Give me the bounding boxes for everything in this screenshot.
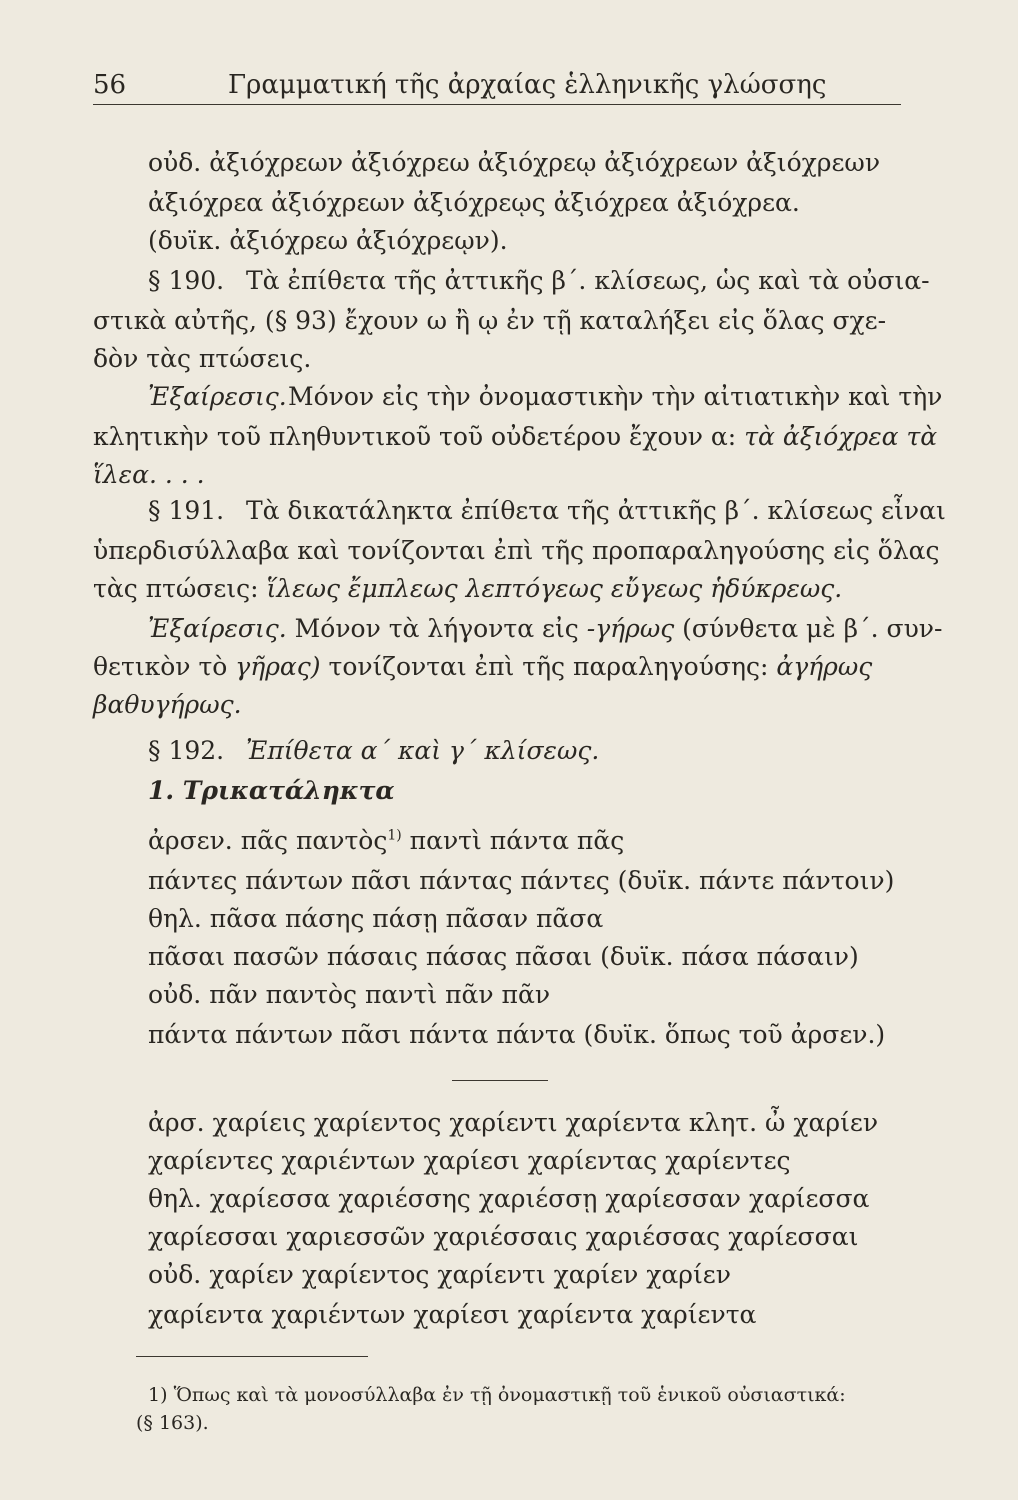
example-words: βαθυγήρως.	[93, 690, 242, 719]
text-line: οὐδ. ἀξιόχρεων ἀξιόχρεω ἀξιόχρεῳ ἀξιόχρεων ἀξιόχρεων	[148, 148, 881, 177]
section-title: Ἐπίθετα α΄ καὶ γ΄ κλίσεως.	[246, 736, 600, 765]
footnote-marker: 1)	[148, 1384, 168, 1406]
paradigm-line	[148, 826, 624, 855]
footnote-rule	[136, 1356, 368, 1357]
exception-label: Ἐξαίρεσις.	[148, 614, 287, 643]
example-words: ἵλεα. . . .	[93, 460, 205, 489]
text-line	[148, 614, 942, 643]
example-words: ἀγήρως	[776, 652, 873, 681]
footnote-text: Ὅπως καὶ τὰ μονοσύλλαβα ἐν τῇ ὀνομαστικῇ τοῦ ἑνικοῦ οὐσιαστικά:	[173, 1384, 846, 1406]
text-line: ὑπερδισύλλαβα καὶ τονίζονται ἐπὶ τῆς προπαραληγούσης εἰς ὅλας	[93, 536, 940, 565]
section-number: § 190.	[148, 266, 225, 295]
text-line: Τὰ δικατάληκτα ἐπίθετα τῆς ἀττικῆς β΄. κλίσεως εἶναι	[246, 496, 946, 525]
paradigm-line: χαρίεντα χαριέντων χαρίεσι χαρίεντα χαρίεντα	[148, 1300, 757, 1329]
text-fragment: παντὶ πάντα πᾶς	[409, 826, 625, 855]
text-line	[93, 652, 872, 681]
example-words: τὰ ἀξιόχρεα τὰ	[744, 422, 938, 451]
footnote	[148, 1384, 846, 1406]
paradigm-line: πάντες πάντων πᾶσι πάντας πάντες (δυϊκ. πάντε πάντοιν)	[148, 866, 895, 895]
section-number: § 192.	[148, 736, 225, 765]
text-line: Τὰ ἐπίθετα τῆς ἀττικῆς β΄. κλίσεως, ὡς καὶ τὰ οὐσια-	[246, 266, 930, 295]
section-divider	[452, 1080, 548, 1081]
paradigm-line: ἀρσ. χαρίεις χαρίεντος χαρίεντι χαρίεντα κλητ. ὦ χαρίεν	[148, 1108, 879, 1137]
paradigm-line: θηλ. χαρίεσσα χαριέσσης χαριέσσῃ χαρίεσσαν χαρίεσσα	[148, 1184, 870, 1213]
text-fragment: (σύνθετα μὲ β΄. συν-	[682, 614, 943, 643]
example-words: ἵλεως ἔμπλεως λεπτόγεως εὔγεως ἡδύκρεως.	[266, 574, 843, 603]
text-fragment: τὰς πτώσεις:	[93, 574, 259, 603]
exception-label: Ἐξαίρεσις.	[148, 382, 287, 411]
example-words: γῆρας)	[235, 652, 321, 681]
text-fragment: κλητικὴν τοῦ πληθυντικοῦ τοῦ οὐδετέρου ἔχουν α:	[93, 422, 737, 451]
text-line: δὸν τὰς πτώσεις.	[93, 344, 312, 373]
running-title: Γραμματική τῆς ἀρχαίας ἑλληνικῆς γλώσσης	[228, 70, 827, 100]
footnote-ref: 1)	[387, 827, 402, 844]
paradigm-line: θηλ. πᾶσα πάσης πάσῃ πᾶσαν πᾶσα	[148, 904, 604, 933]
example-words: -γήρως	[586, 614, 675, 643]
section-number: § 191.	[148, 496, 225, 525]
text-fragment: ἀρσεν. πᾶς παντὸς	[148, 826, 388, 855]
text-fragment: Μόνον τὰ λήγοντα εἰς	[294, 614, 579, 643]
paradigm-line: οὐδ. χαρίεν χαρίεντος χαρίεντι χαρίεν χαρίεν	[148, 1260, 731, 1289]
text-line	[93, 422, 937, 451]
text-line: (δυϊκ. ἀξιόχρεω ἀξιόχρεῳν).	[148, 226, 508, 255]
header-rule	[93, 104, 901, 105]
paradigm-line: χαρίεντες χαριέντων χαρίεσι χαρίεντας χαρίεντες	[148, 1146, 791, 1175]
paradigm-line: οὐδ. πᾶν παντὸς παντὶ πᾶν πᾶν	[148, 980, 551, 1009]
footnote-continuation: (§ 163).	[136, 1412, 209, 1434]
subsection-title: 1. Τρικατάληκτα	[148, 776, 395, 805]
text-line: ἀξιόχρεα ἀξιόχρεων ἀξιόχρεῳς ἀξιόχρεα ἀξιόχρεα.	[148, 188, 800, 217]
text-line	[93, 574, 842, 603]
paradigm-line: πᾶσαι πασῶν πάσαις πάσας πᾶσαι (δυϊκ. πάσα πάσαιν)	[148, 942, 859, 971]
text-fragment: τονίζονται ἐπὶ τῆς παραληγούσης:	[328, 652, 769, 681]
text-line: στικὰ αὐτῆς, (§ 93) ἔχουν ω ἢ ῳ ἐν τῇ καταλήξει εἰς ὅλας σχε-	[93, 306, 887, 335]
paradigm-line: χαρίεσσαι χαριεσσῶν χαριέσσαις χαριέσσας χαρίεσσαι	[148, 1222, 859, 1251]
page-number: 56	[93, 70, 127, 100]
paradigm-line: πάντα πάντων πᾶσι πάντα πάντα (δυϊκ. ὅπως τοῦ ἀρσεν.)	[148, 1020, 886, 1049]
text-fragment: θετικὸν τὸ	[93, 652, 228, 681]
text-line: Μόνον εἰς τὴν ὀνομαστικὴν τὴν αἰτιατικὴν καὶ τὴν	[288, 382, 943, 411]
